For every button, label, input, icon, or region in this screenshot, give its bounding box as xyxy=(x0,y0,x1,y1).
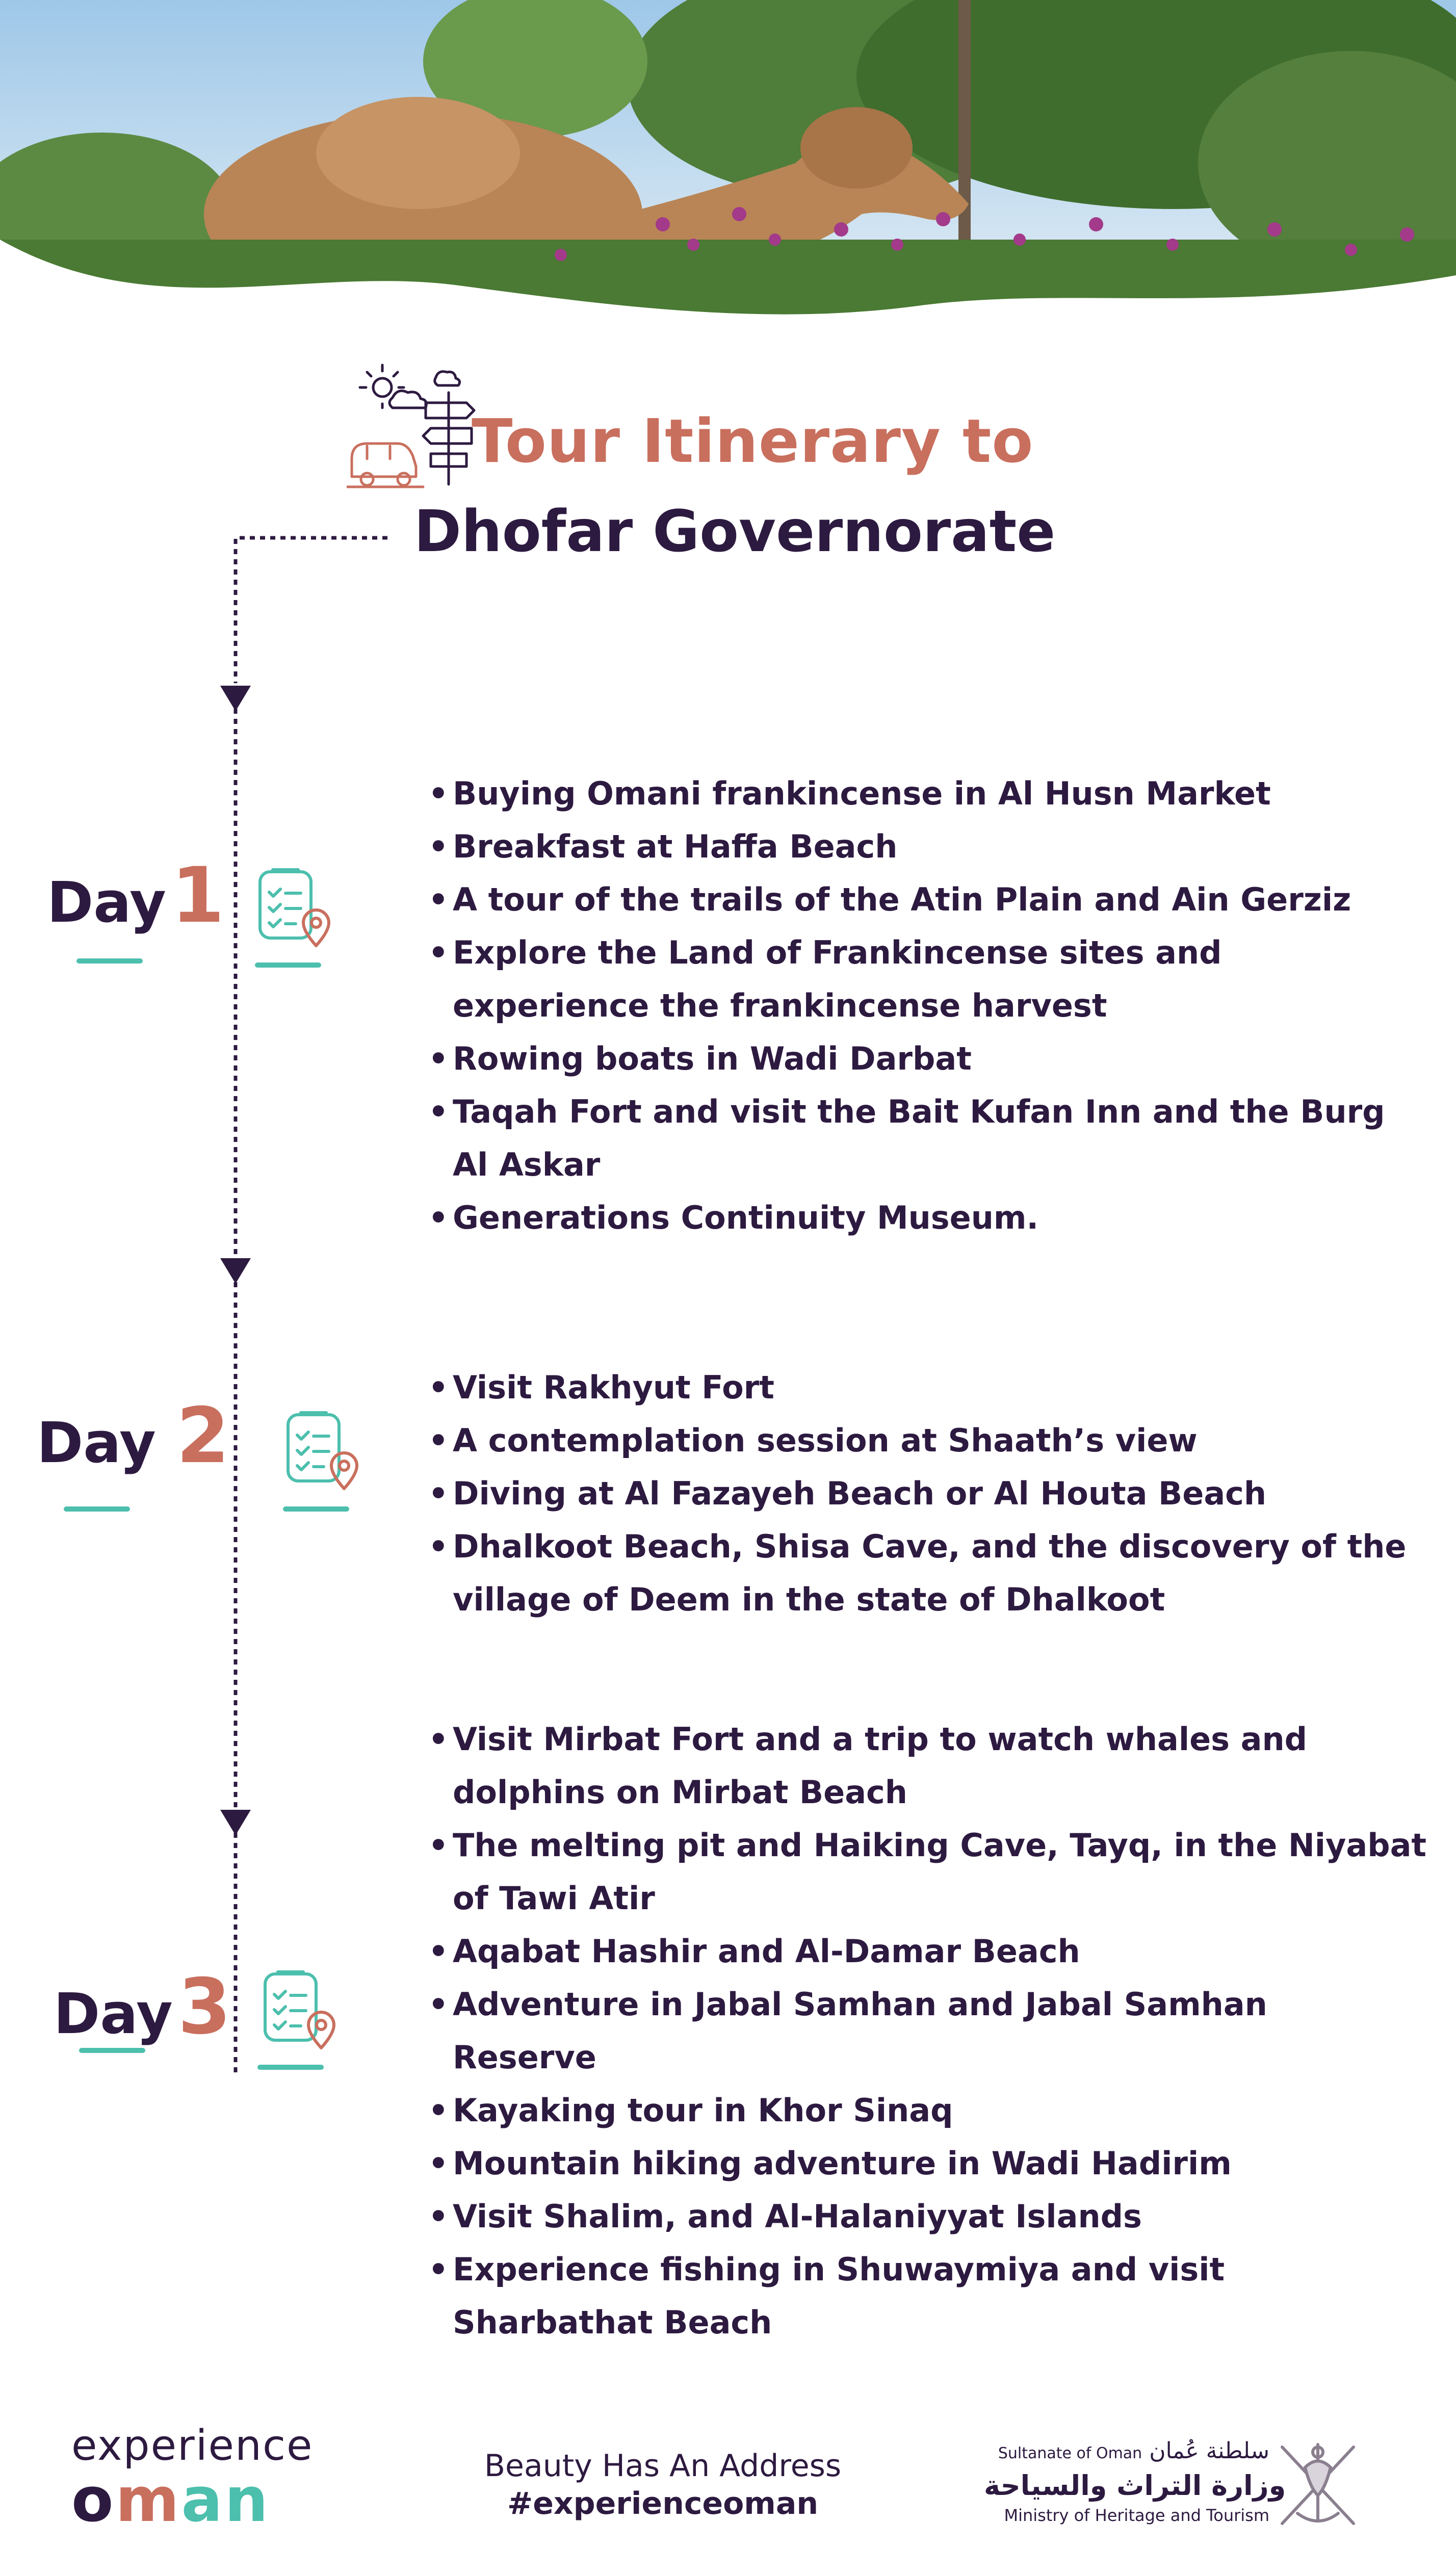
list-item: • Diving at Al Fazayeh Beach or Al Houta Beach xyxy=(428,1467,1406,1520)
list-item: experience the frankincense harvest xyxy=(453,987,1107,1024)
list-item: • Explore the Land of Frankincense sites and xyxy=(428,926,1385,979)
day-3-label xyxy=(54,1963,231,2051)
list-item: • Aqabat Hashir and Al-Damar Beach xyxy=(428,1925,1426,1978)
checklist-location-icon xyxy=(255,867,331,948)
list-item: • Visit Rakhyut Fort xyxy=(428,1361,1406,1414)
day-word: Day xyxy=(37,1410,156,1475)
ministry-logo-text xyxy=(984,2437,1286,2527)
day-1-label xyxy=(47,851,224,940)
list-item: dolphins on Mirbat Beach xyxy=(453,1774,907,1811)
icon-underline xyxy=(283,1506,349,1512)
experience-oman-logo xyxy=(71,2422,314,2536)
day-underline xyxy=(76,958,143,964)
day-underline xyxy=(64,1506,130,1512)
timeline-arrow-icon xyxy=(220,1258,251,1284)
checklist-location-icon xyxy=(260,1969,336,2050)
list-item: • Visit Mirbat Fort and a trip to watch whales and xyxy=(428,1713,1426,1766)
logo-letters-an: an xyxy=(181,2465,270,2536)
list-item: • Dhalkoot Beach, Shisa Cave, and the discovery of the xyxy=(428,1520,1406,1573)
day-underline xyxy=(79,2048,145,2053)
hero-image xyxy=(0,0,1456,357)
footer-slogan xyxy=(449,2447,877,2522)
day-1-activities xyxy=(428,767,1385,1244)
list-item: • Buying Omani frankincense in Al Husn Market xyxy=(428,767,1385,820)
list-item: • Adventure in Jabal Samhan and Jabal Samhan xyxy=(428,1978,1426,2031)
list-item: • Generations Continuity Museum. xyxy=(428,1191,1385,1244)
day-number: 2 xyxy=(176,1392,230,1480)
list-item: • Breakfast at Haffa Beach xyxy=(428,820,1385,873)
day-2-activities xyxy=(428,1361,1406,1626)
list-item: Reserve xyxy=(453,2039,596,2076)
logo-word-oman xyxy=(71,2465,313,2536)
list-item: of Tawi Atir xyxy=(453,1880,655,1917)
slogan-text: Beauty Has An Address xyxy=(484,2448,842,2484)
logo-word-experience: experience xyxy=(71,2422,314,2470)
list-item: • A tour of the trails of the Atin Plain and Ain Gerziz xyxy=(428,873,1385,926)
ministry-top-line xyxy=(984,2437,1269,2468)
icon-underline xyxy=(255,963,321,968)
ministry-en-main: Ministry of Heritage and Tourism xyxy=(1004,2506,1269,2525)
list-item: • Visit Shalim, and Al-Halaniyyat Islands xyxy=(428,2190,1426,2243)
list-item: • Mountain hiking adventure in Wadi Hadirim xyxy=(428,2137,1426,2190)
list-item: • Experience fishing in Shuwaymiya and visit xyxy=(428,2243,1426,2296)
list-item: • The melting pit and Haiking Cave, Tayq, in the Niyabat xyxy=(428,1819,1426,1872)
day-word: Day xyxy=(47,870,166,935)
travel-signpost-car-icon xyxy=(347,357,484,489)
ministry-en-top: Sultanate of Oman xyxy=(998,2444,1142,2462)
logo-letter-m: m xyxy=(115,2465,181,2536)
day-word: Day xyxy=(54,1981,173,2046)
day-2-label xyxy=(37,1392,229,1480)
icon-underline xyxy=(257,2065,324,2070)
page-title-line1: Tour Itinerary to xyxy=(472,406,1034,476)
list-item: • Taqah Fort and visit the Bait Kufan Inn and the Burg xyxy=(428,1085,1385,1138)
list-item: Sharbathat Beach xyxy=(453,2304,772,2341)
ministry-ar-main: وزارة التراث والسياحة xyxy=(984,2469,1286,2502)
list-item: • Kayaking tour in Khor Sinaq xyxy=(428,2084,1426,2137)
timeline-arrow-icon xyxy=(220,686,251,711)
list-item: • Rowing boats in Wadi Darbat xyxy=(428,1032,1385,1085)
camel-landscape-illustration xyxy=(0,0,1456,357)
checklist-location-icon xyxy=(283,1410,359,1491)
hashtag-text: #experienceoman xyxy=(507,2486,819,2521)
day-number: 1 xyxy=(171,851,225,940)
page-title-line2: Dhofar Governorate xyxy=(414,499,1056,565)
day-3-activities xyxy=(428,1713,1426,2349)
list-item: village of Deem in the state of Dhalkoot xyxy=(453,1581,1165,1618)
list-item: Al Askar xyxy=(453,1146,601,1183)
oman-emblem-icon xyxy=(1267,2437,1369,2534)
ministry-ar-top: سلطنة عُمان xyxy=(1149,2438,1269,2464)
logo-letter-o: o xyxy=(71,2465,116,2536)
list-item: • A contemplation session at Shaath’s view xyxy=(428,1414,1406,1467)
day-number: 3 xyxy=(177,1963,231,2051)
timeline-arrow-icon xyxy=(220,1810,251,1835)
